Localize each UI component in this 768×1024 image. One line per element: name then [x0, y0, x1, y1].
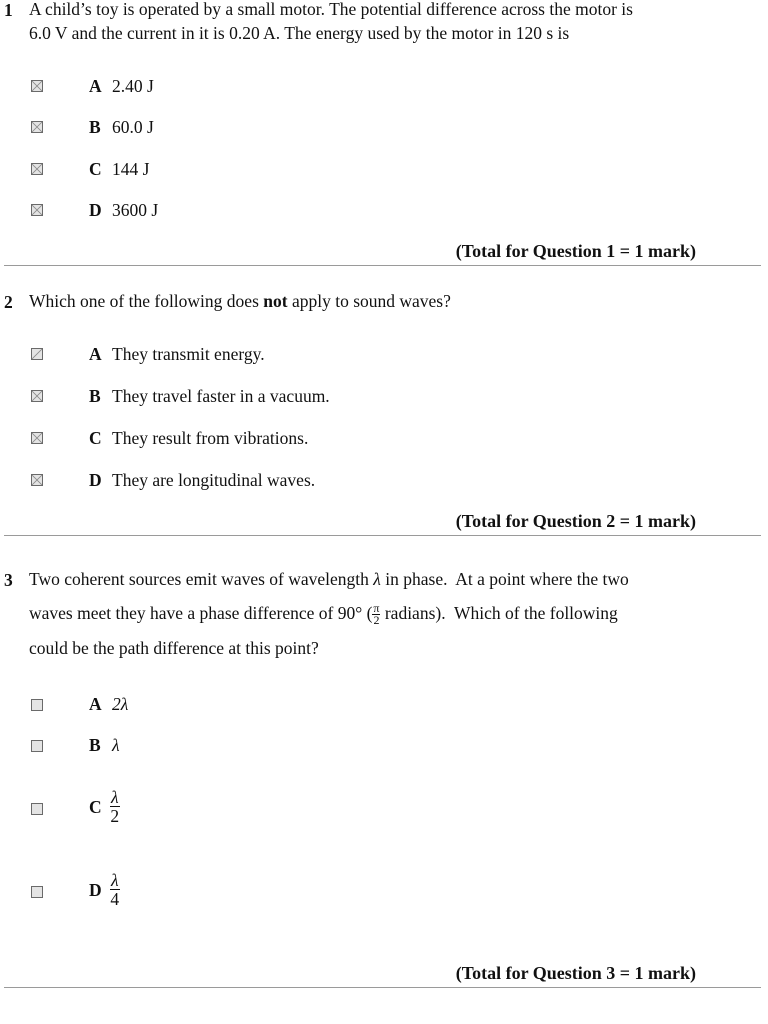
- question-total: (Total for Question 2 = 1 mark): [455, 511, 696, 531]
- question-stem: [29, 289, 451, 313]
- option-text: They transmit energy.: [112, 344, 265, 364]
- fraction-numerator: λ: [111, 870, 119, 890]
- option-text: 3600 J: [112, 200, 159, 220]
- option-text: They travel faster in a vacuum.: [112, 386, 330, 406]
- stem-text: Which one of the following does: [29, 291, 264, 311]
- answer-checkbox[interactable]: [31, 121, 43, 133]
- fraction-numerator: λ: [111, 787, 119, 807]
- answer-checkbox[interactable]: [31, 163, 43, 175]
- question-number: 2: [4, 292, 13, 312]
- question-stem-line-1: A child’s toy is operated by a small motor. The potential difference across the motor is: [29, 0, 633, 19]
- question-number: 1: [4, 0, 13, 20]
- answer-checkbox[interactable]: [31, 348, 43, 360]
- fraction-denominator: 4: [110, 889, 120, 909]
- option-letter: D: [89, 470, 102, 490]
- stem-text: waves meet they have a phase difference of 90° (: [29, 603, 373, 623]
- answer-checkbox[interactable]: [31, 204, 43, 216]
- divider: [4, 265, 761, 266]
- option-text: 2.40 J: [112, 76, 154, 96]
- stem-emphasis: not: [263, 291, 288, 311]
- lambda-symbol: λ: [373, 569, 381, 589]
- answer-checkbox[interactable]: [31, 886, 43, 898]
- stem-text: in phase. At a point where the two: [380, 569, 629, 589]
- option-letter: C: [89, 797, 102, 817]
- question-total: (Total for Question 1 = 1 mark): [455, 241, 696, 261]
- option-fraction: [110, 788, 120, 825]
- option-text: They are longitudinal waves.: [112, 470, 316, 490]
- fraction-denominator: 2: [110, 806, 120, 826]
- divider: [4, 535, 761, 536]
- question-number: 3: [4, 570, 13, 590]
- option-text: 144 J: [112, 159, 150, 179]
- option-text: 60.0 J: [112, 117, 154, 137]
- question-stem-line-2: [29, 601, 618, 626]
- option-letter: D: [89, 880, 102, 900]
- stem-text: apply to sound waves?: [287, 291, 451, 311]
- option-text: λ: [112, 735, 120, 755]
- answer-checkbox[interactable]: [31, 474, 43, 486]
- option-letter: C: [89, 428, 102, 448]
- option-letter: A: [89, 344, 102, 364]
- option-letter: A: [89, 76, 102, 96]
- option-letter: B: [89, 386, 101, 406]
- question-stem-line-1: [29, 567, 629, 591]
- option-text: They result from vibrations.: [112, 428, 309, 448]
- question-stem-line-2: 6.0 V and the current in it is 0.20 A. The energy used by the motor in 120 s is: [29, 23, 570, 43]
- option-letter: D: [89, 200, 102, 220]
- option-fraction: [110, 871, 120, 908]
- stem-text: radians). Which of the following: [380, 603, 618, 623]
- option-text: 2λ: [112, 694, 129, 714]
- option-letter: A: [89, 694, 102, 714]
- answer-checkbox[interactable]: [31, 740, 43, 752]
- answer-checkbox[interactable]: [31, 803, 43, 815]
- option-letter: B: [89, 117, 101, 137]
- question-total: (Total for Question 3 = 1 mark): [455, 963, 696, 983]
- answer-checkbox[interactable]: [31, 699, 43, 711]
- option-letter: B: [89, 735, 101, 755]
- answer-checkbox[interactable]: [31, 432, 43, 444]
- option-letter: C: [89, 159, 102, 179]
- stem-text: Two coherent sources emit waves of wavelength: [29, 569, 374, 589]
- pi-over-two-fraction: $\frac{\pi}{2}$: [373, 601, 380, 628]
- answer-checkbox[interactable]: [31, 390, 43, 402]
- question-stem-line-3: could be the path difference at this point?: [29, 638, 319, 658]
- divider: [4, 987, 761, 988]
- answer-checkbox[interactable]: [31, 80, 43, 92]
